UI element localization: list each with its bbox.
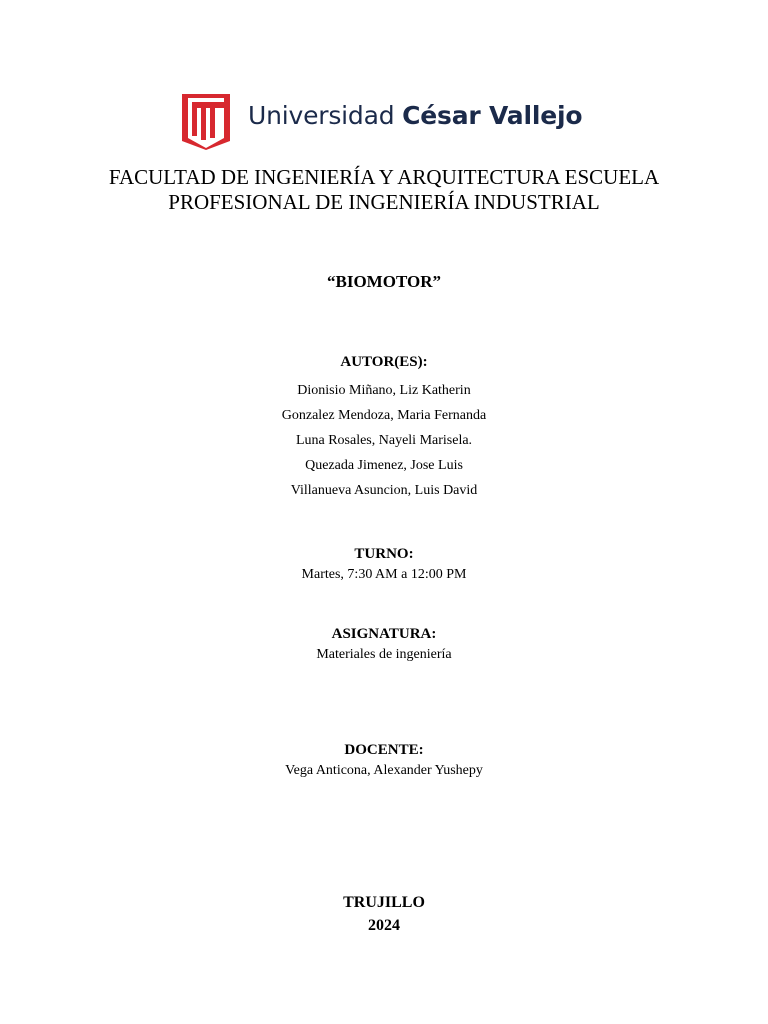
- university-shield-icon: [180, 94, 232, 150]
- city: TRUJILLO: [343, 894, 425, 911]
- turno-value: Martes, 7:30 AM a 12:00 PM: [301, 567, 467, 582]
- docente-value: Vega Anticona, Alexander Yushepy: [285, 763, 483, 778]
- year: 2024: [368, 917, 400, 934]
- author-name: Luna Rosales, Nayeli Marisela.: [295, 433, 473, 448]
- author-name: Gonzalez Mendoza, Maria Fernanda: [281, 408, 487, 423]
- university-name-regular: Universidad: [248, 101, 403, 130]
- author-name: Quezada Jimenez, Jose Luis: [305, 458, 463, 473]
- authors-label: AUTOR(ES):: [340, 354, 428, 370]
- faculty-heading: [0, 165, 768, 215]
- university-name-bold: César Vallejo: [402, 101, 583, 130]
- university-name: [248, 96, 582, 136]
- docente-label: DOCENTE:: [344, 742, 424, 758]
- faculty-line-1: FACULTAD DE INGENIERÍA Y ARQUITECTURA ESCUELA: [108, 165, 660, 189]
- document-title: “BIOMOTOR”: [327, 272, 441, 291]
- asignatura-label: ASIGNATURA:: [331, 626, 437, 642]
- asignatura-value: Materiales de ingeniería: [316, 647, 452, 662]
- turno-label: TURNO:: [354, 546, 414, 562]
- university-logo: [180, 94, 600, 150]
- author-name: Villanueva Asuncion, Luis David: [290, 483, 478, 498]
- faculty-line-2: PROFESIONAL DE INGENIERÍA INDUSTRIAL: [168, 190, 600, 214]
- authors-list: [0, 378, 768, 503]
- author-name: Dionisio Miñano, Liz Katherin: [297, 383, 471, 398]
